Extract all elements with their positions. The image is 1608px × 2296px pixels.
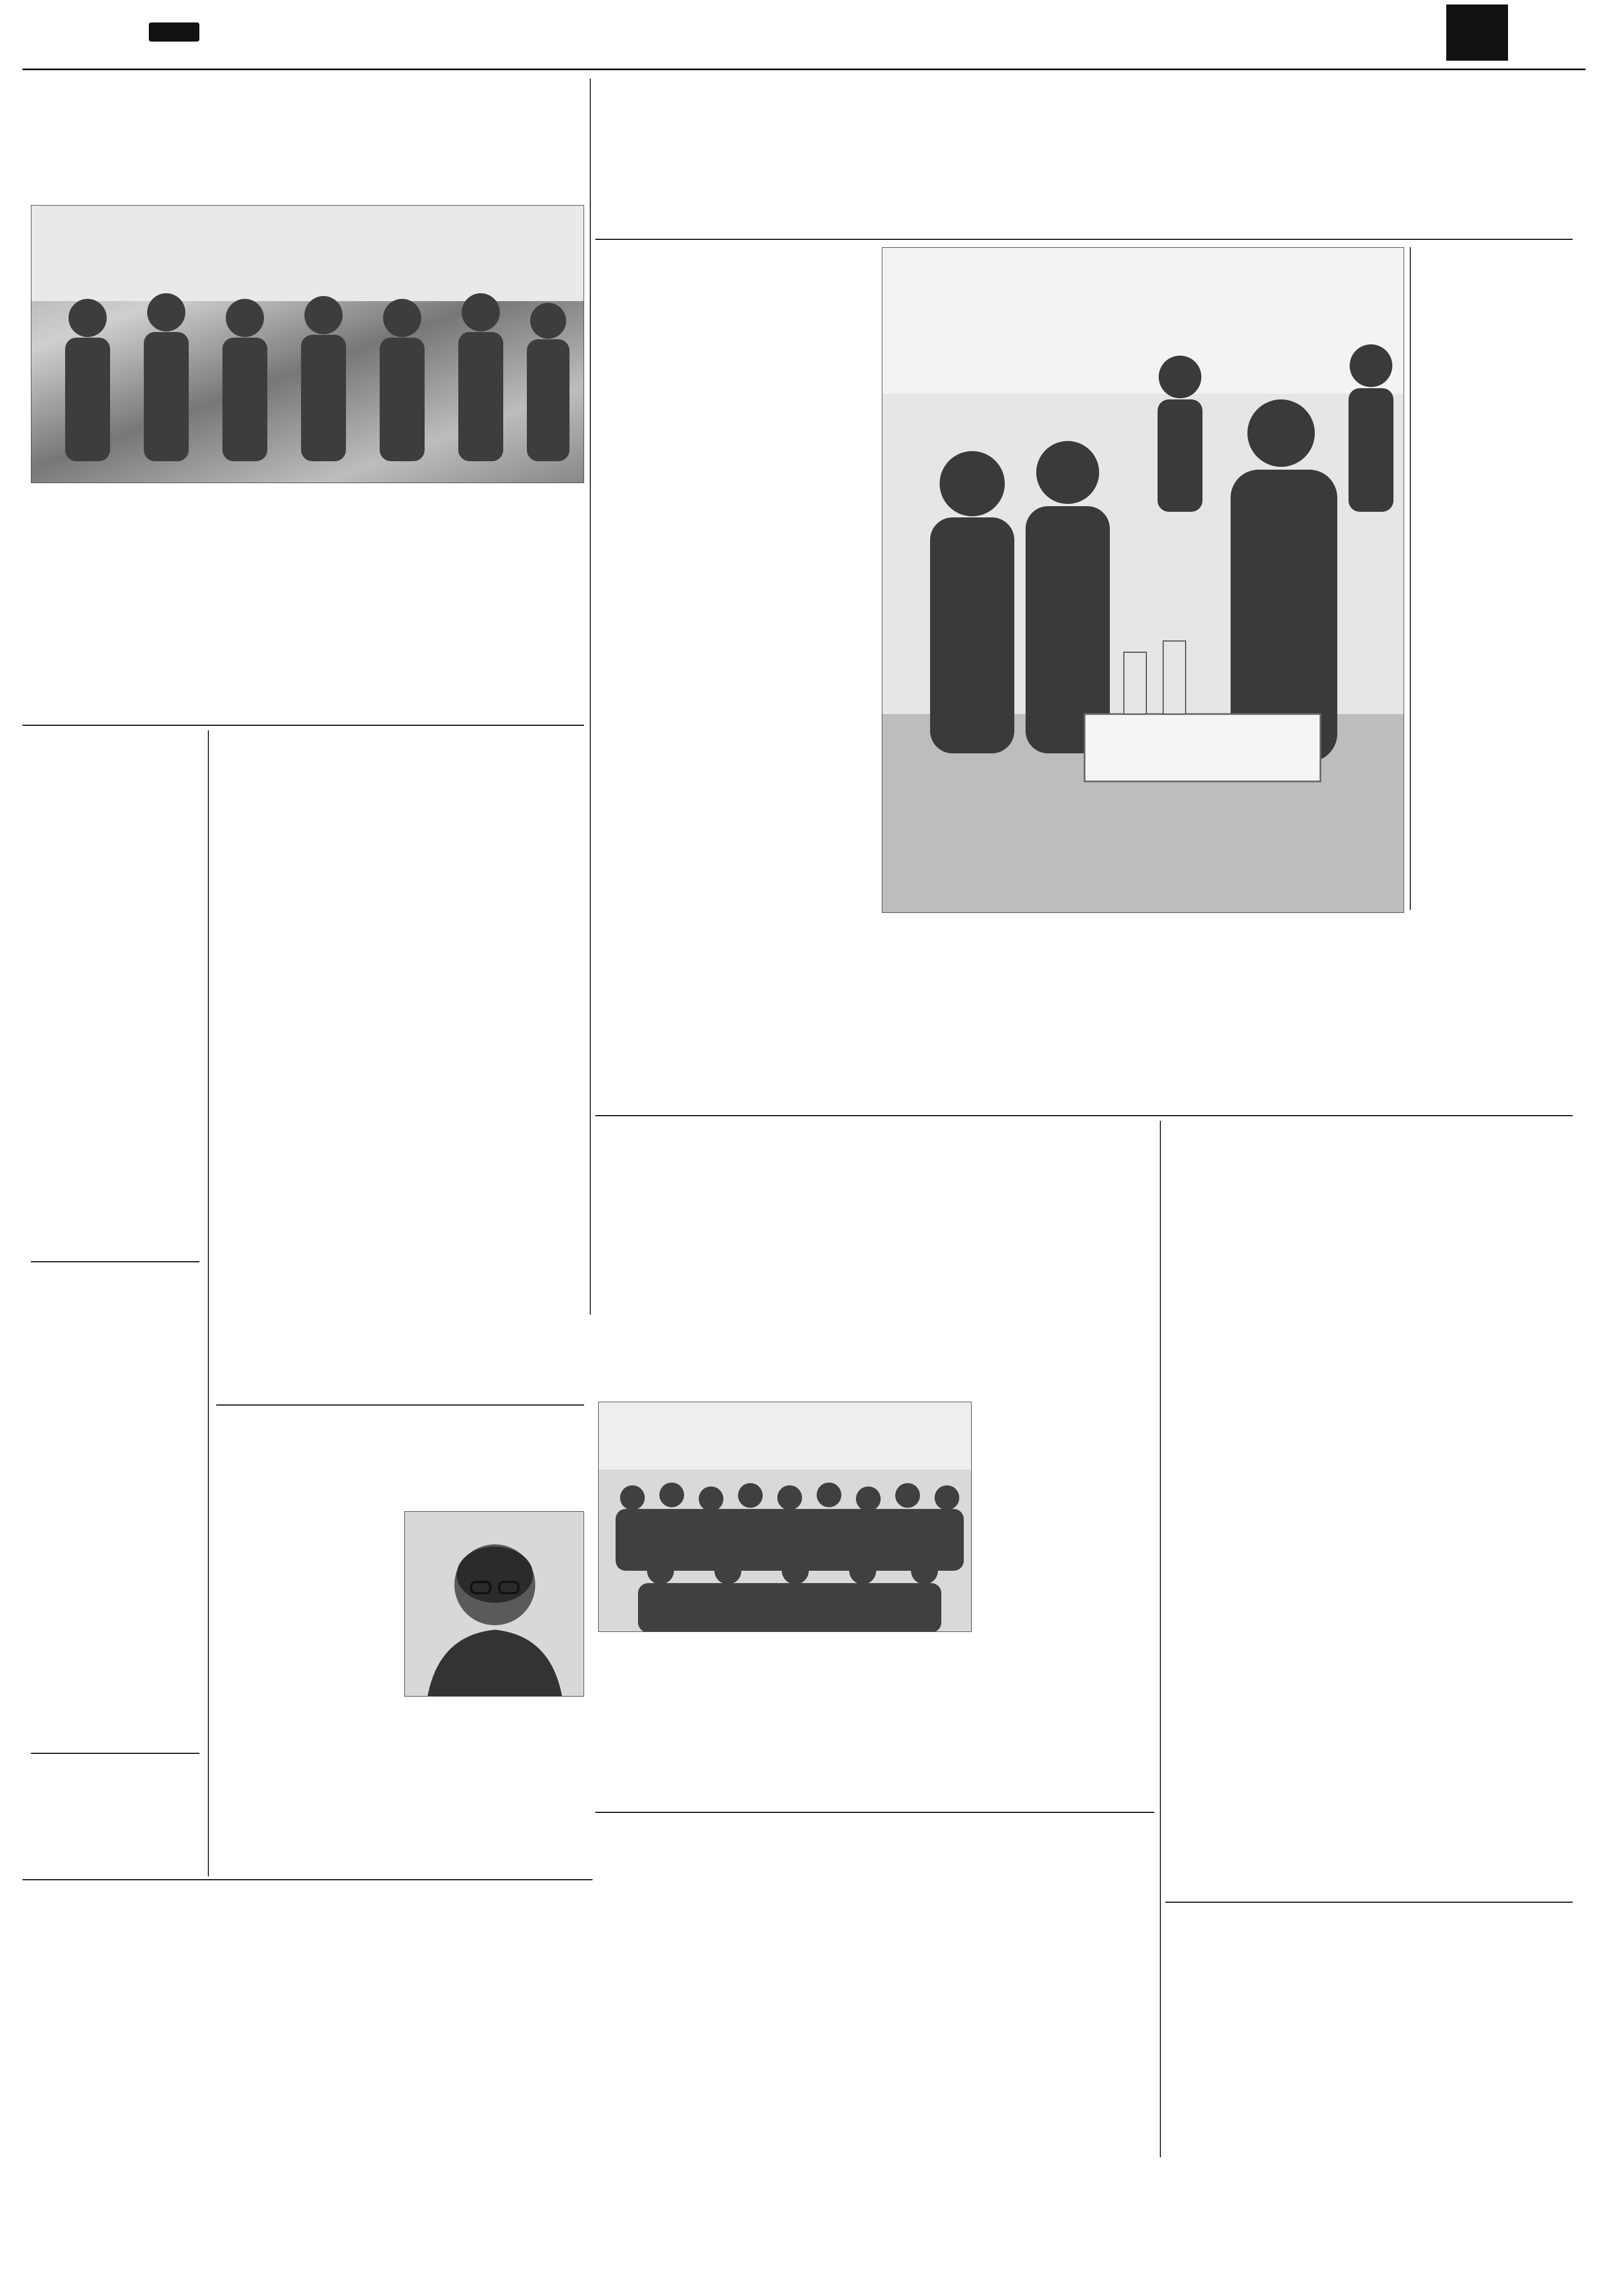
mahila-headline: [31, 1758, 199, 1888]
paribesh-photo: [404, 1511, 584, 1697]
star-body: [598, 1955, 1154, 2157]
kriti-headline: [1165, 1121, 1573, 1289]
rule-v-right: [1410, 247, 1411, 910]
page-number: [1446, 4, 1508, 61]
rule-v-col: [590, 79, 591, 1315]
mahakash-photo-caption: [882, 916, 1404, 936]
rule-kanak: [31, 1753, 199, 1754]
rule-mahakash: [595, 239, 1573, 240]
rule-center-2: [595, 1812, 1154, 1813]
rule-center-1: [595, 1115, 1573, 1116]
rule-v-left: [208, 730, 209, 1876]
dateline: [149, 45, 486, 65]
imea-body: [31, 834, 199, 1256]
kishan-body: [216, 860, 584, 1399]
imea-headline: [31, 730, 199, 831]
katirail-body-bottom: [598, 1638, 1154, 1806]
masthead-tagline: [149, 8, 317, 21]
star-headline: [595, 1817, 1154, 1952]
mahakash-headline: [595, 76, 1573, 239]
paribesh-body-left: [216, 1511, 396, 1876]
gati-logo: [22, 2, 140, 64]
mahakash-photo: [882, 247, 1404, 913]
dainik-badge: [149, 22, 199, 42]
baikunthapur-headline: [22, 79, 584, 191]
kanak-headline: [31, 1267, 199, 1396]
katirail-body-top: [598, 1230, 1154, 1399]
rule-v-right-2: [1160, 1121, 1161, 2157]
rule-bottom: [22, 1879, 593, 1880]
katirail-headline: [595, 1121, 1157, 1227]
kriti-body: [1168, 1292, 1573, 1896]
paribesh-photo-caption: [404, 1702, 584, 1876]
mahakash-body-a: [598, 247, 873, 1107]
baikunthapur-body: [31, 492, 584, 719]
kishan-headline: [216, 730, 584, 854]
mahila-body: [31, 1890, 199, 2272]
rule-imea: [31, 1261, 199, 1262]
rule-left-1: [22, 725, 584, 726]
rule-right-1: [1165, 1902, 1573, 1903]
katirail-body-right: [980, 1402, 1154, 1632]
baikunthapur-photo: [31, 205, 584, 483]
masthead-rule: [22, 69, 1586, 70]
masthead: [0, 0, 1608, 70]
katirail-photo: [598, 1402, 972, 1632]
rule-kishan: [216, 1404, 584, 1406]
section-label: [1286, 10, 1432, 49]
mahakash-body-c: [1415, 247, 1573, 907]
kanak-body: [31, 1399, 199, 1747]
mahakash-body-b: [882, 941, 1573, 1110]
paribesh-headline: [216, 1410, 584, 1506]
